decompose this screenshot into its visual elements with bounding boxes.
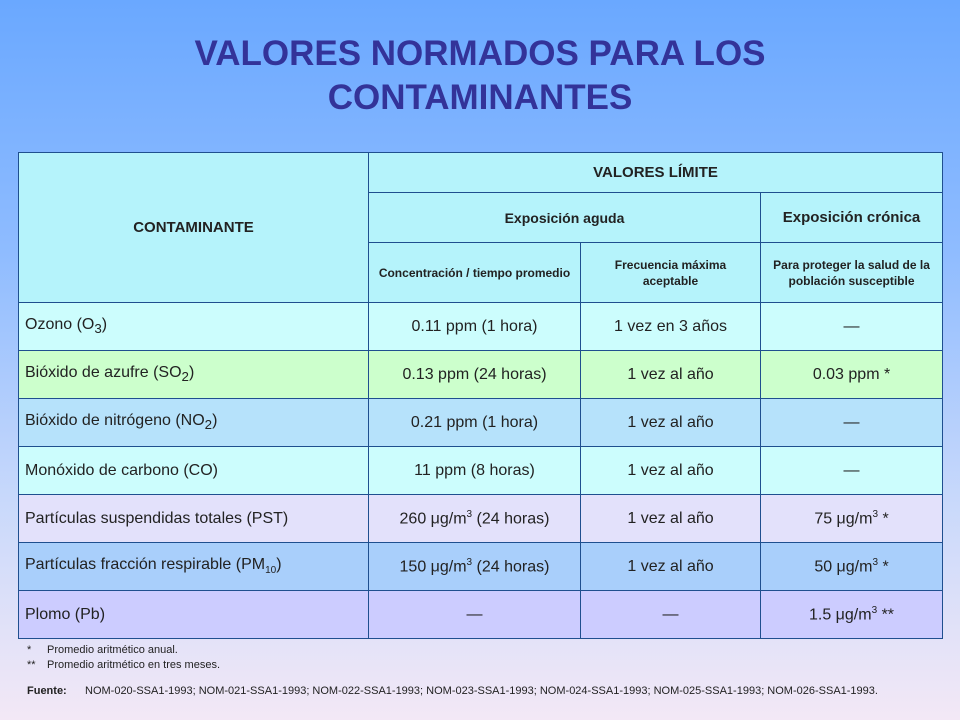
title-line-1: VALORES NORMADOS PARA LOS — [194, 34, 766, 73]
footnotes — [27, 643, 220, 673]
frequency-cell: 1 vez al año — [581, 447, 761, 495]
header-proteger: Para proteger la salud de la población susceptible — [761, 243, 943, 303]
table-row — [19, 351, 943, 399]
concentration-cell: 150 $\mu g/m^3$ (24 horas) — [369, 543, 581, 591]
frequency-cell: 1 vez al año — [581, 543, 761, 591]
frequency-cell: — — [581, 591, 761, 639]
table-row — [19, 543, 943, 591]
concentration-cell: 260 $\mu g/m^3$ (24 horas) — [369, 495, 581, 543]
pollutant-name: Partículas suspendidas totales (PST) — [19, 495, 369, 543]
chronic-cell: 75 $\mu g/m^3$ * — [761, 495, 943, 543]
footnote: * Promedio aritmético anual. — [27, 644, 178, 656]
pollutant-name: Plomo (Pb) — [19, 591, 369, 639]
header-frecuencia: Frecuencia máxima aceptable — [581, 243, 761, 303]
table-row — [19, 303, 943, 351]
source-label: Fuente: — [27, 685, 67, 697]
concentration-cell: — — [369, 591, 581, 639]
chronic-cell: — — [761, 303, 943, 351]
page-title — [0, 32, 960, 120]
header-contaminante: CONTAMINANTE — [19, 153, 369, 303]
pollutant-name: Bióxido de azufre $(SO_2)$ — [19, 351, 369, 399]
pollutant-name: Partículas fracción respirable $(PM_{10})$ — [19, 543, 369, 591]
concentration-cell: 11 ppm (8 horas) — [369, 447, 581, 495]
chronic-cell: 1.5 $\mu g/m^3$ ** — [761, 591, 943, 639]
frequency-cell: 1 vez al año — [581, 495, 761, 543]
title-line-2: CONTAMINANTES — [327, 78, 633, 117]
table-row — [19, 447, 943, 495]
chronic-cell: 50 $\mu g/m^3$ * — [761, 543, 943, 591]
frequency-cell: 1 vez al año — [581, 399, 761, 447]
header-exposicion-aguda: Exposición aguda — [369, 193, 761, 243]
table-row — [19, 591, 943, 639]
header-valores-limite: VALORES LÍMITE — [369, 153, 943, 193]
concentration-cell: 0.11 ppm (1 hora) — [369, 303, 581, 351]
pollutant-name: Monóxido de carbono (CO) — [19, 447, 369, 495]
chronic-cell: 0.03 ppm * — [761, 351, 943, 399]
table-row — [19, 495, 943, 543]
pollutant-name: Ozono $(O_3)$ — [19, 303, 369, 351]
source-note — [27, 684, 927, 699]
pollutant-name: Bióxido de nitrógeno $(NO_2)$ — [19, 399, 369, 447]
header-concentracion: Concentración / tiempo promedio — [369, 243, 581, 303]
header-exposicion-cronica: Exposición crónica — [761, 193, 943, 243]
footnote: ** Promedio aritmético en tres meses. — [27, 659, 221, 671]
table-row — [19, 399, 943, 447]
concentration-cell: 0.13 ppm (24 horas) — [369, 351, 581, 399]
source-text: NOM-020-SSA1-1993; NOM-021-SSA1-1993; NOM-022-SSA1-1993; NOM-023-SSA1-1993; NOM-024-SSA1-1993; NOM-025-SSA1-1993; NOM-026-SSA1-1993. — [85, 685, 878, 697]
chronic-cell: — — [761, 399, 943, 447]
pollutant-limits-table — [18, 152, 943, 639]
frequency-cell: 1 vez en 3 años — [581, 303, 761, 351]
chronic-cell: — — [761, 447, 943, 495]
frequency-cell: 1 vez al año — [581, 351, 761, 399]
concentration-cell: 0.21 ppm (1 hora) — [369, 399, 581, 447]
